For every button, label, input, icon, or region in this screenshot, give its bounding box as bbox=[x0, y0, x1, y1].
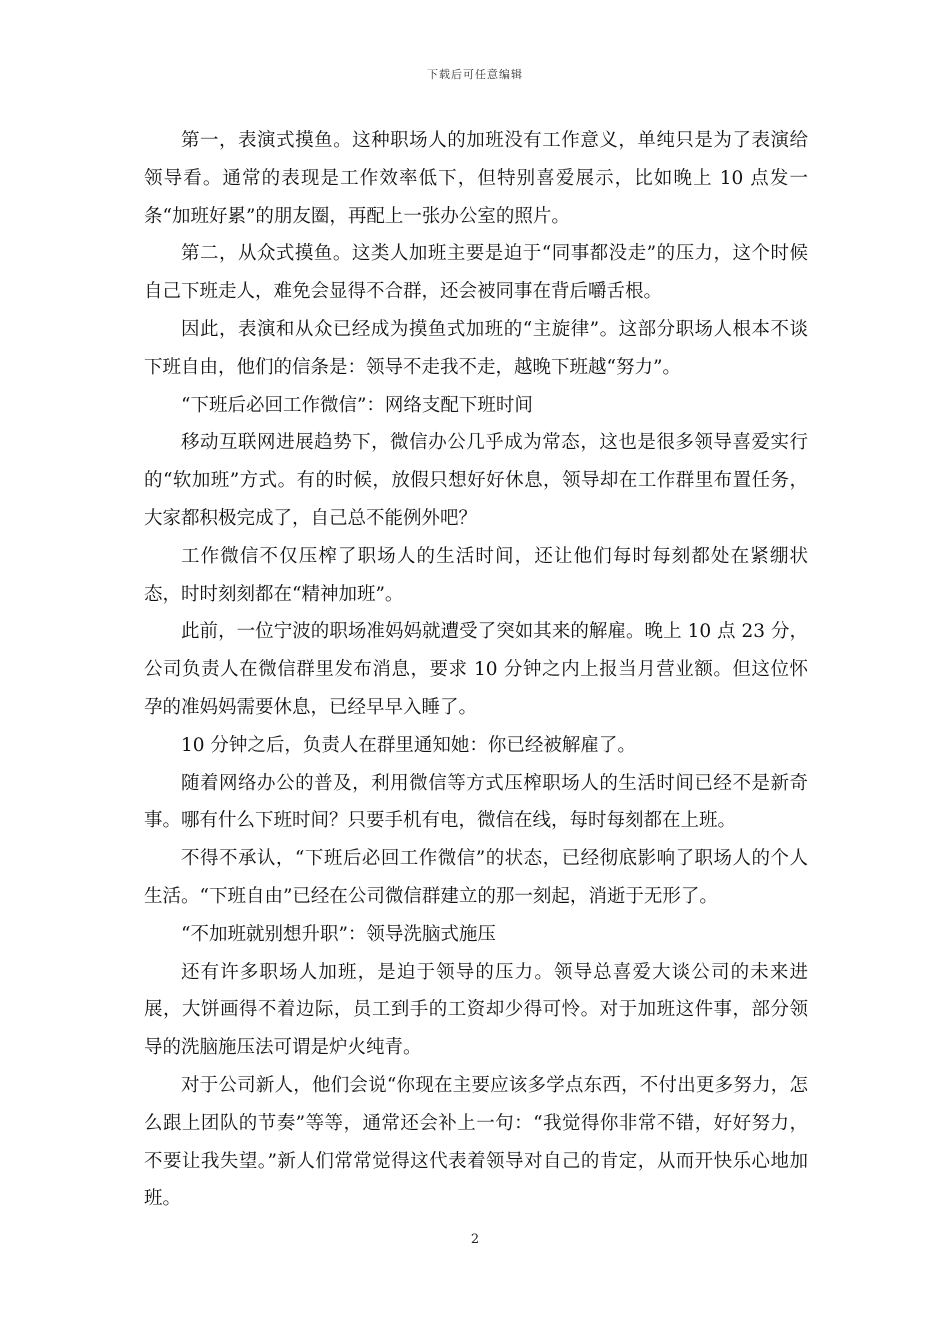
paragraph: 此前，一位宁波的职场准妈妈就遭受了突如其来的解雇。晚上 10 点 23 分，公司负责人在微信群里发布消息，要求 10 分钟之内上报当月营业额。但这位怀孕的准妈妈需要休息，已经早早入睡了。 bbox=[144, 621, 808, 718]
paragraph: 因此，表演和从众已经成为摸鱼式加班的“主旋律”。这部分职场人根本不谈下班自由，他们的信条是：领导不走我不走，越晚下班越“努力”。 bbox=[144, 318, 808, 378]
paragraph: 不得不承认，“下班后必回工作微信”的状态，已经彻底影响了职场人的个人生活。“下班自由”已经在公司微信群建立的那一刻起，消逝于无形了。 bbox=[144, 848, 808, 907]
paragraph: 第一，表演式摸鱼。这种职场人的加班没有工作意义，单纯只是为了表演给领导看。通常的表现是工作效率低下，但特别喜爱展示，比如晚上 10 点发一条“加班好累”的朋友圈，再配上一张办公室的照片。 bbox=[144, 130, 808, 227]
paragraph: 还有许多职场人加班，是迫于领导的压力。领导总喜爱大谈公司的未来进展，大饼画得不着边际，员工到手的工资却少得可怜。对于加班这件事，部分领导的洗脑施压法可谓是炉火纯青。 bbox=[144, 961, 808, 1059]
document-body bbox=[144, 122, 808, 1218]
page-number: 2 bbox=[470, 1232, 480, 1247]
paragraph: 移动互联网进展趋势下，微信办公几乎成为常态，这也是很多领导喜爱实行的“软加班”方式。有的时候，放假只想好好休息，领导却在工作群里布置任务，大家都积极完成了，自己总不能例外吧？ bbox=[144, 432, 808, 529]
paragraph: 第二，从众式摸鱼。这类人加班主要是迫于“同事都没走”的压力，这个时候自己下班走人，难免会显得不合群，还会被同事在背后嚼舌根。 bbox=[144, 243, 808, 303]
page-header: 下载后可任意编辑 bbox=[427, 68, 523, 81]
paragraph: 随着网络办公的普及，利用微信等方式压榨职场人的生活时间已经不是新奇事。哪有什么下班时间？只要手机有电，微信在线，每时每刻都在上班。 bbox=[144, 772, 808, 832]
paragraph: 10 分钟之后，负责人在群里通知她：你已经被解雇了。 bbox=[181, 734, 636, 756]
paragraph: 工作微信不仅压榨了职场人的生活时间，还让他们每时每刻都处在紧绷状态，时时刻刻都在“精神加班”。 bbox=[144, 545, 808, 605]
paragraph: 对于公司新人，他们会说“你现在主要应该多学点东西，不付出更多努力，怎么跟上团队的节奏”等等，通常还会补上一句：“我觉得你非常不错，好好努力，不要让我失望。”新人们常常觉得这代表着领导对自己的肯定，从而开快乐心地加班。 bbox=[144, 1074, 808, 1210]
section-heading: “下班后必回工作微信”：网络支配下班时间 bbox=[181, 394, 533, 416]
section-heading: “不加班就别想升职”：领导洗脑式施压 bbox=[181, 923, 496, 945]
